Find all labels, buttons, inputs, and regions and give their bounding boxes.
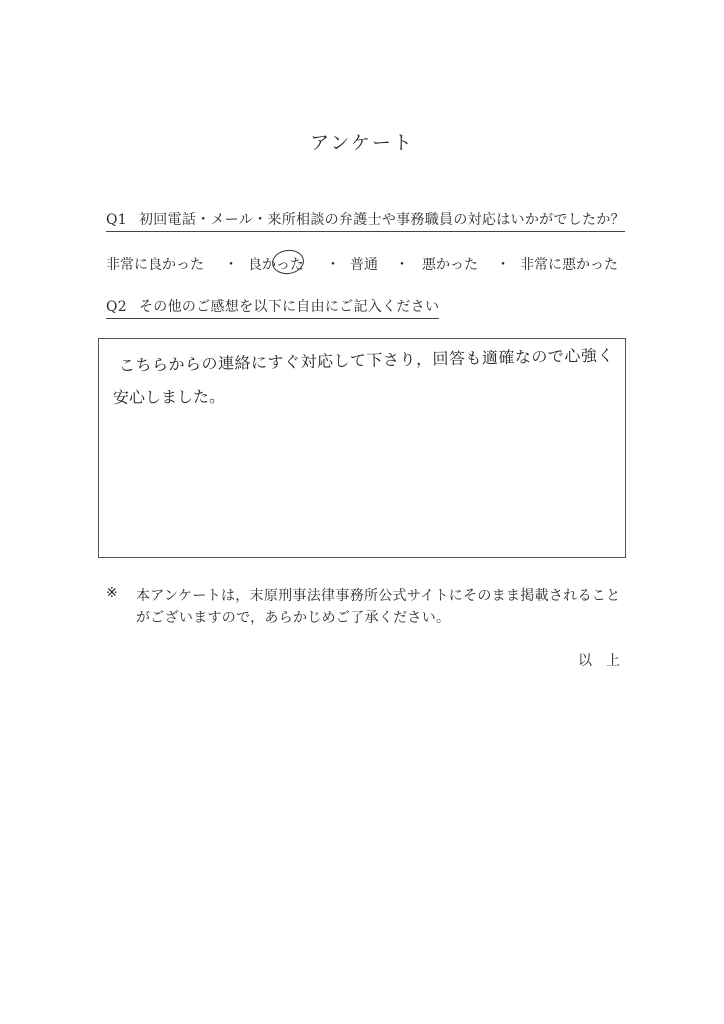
note-text: 本アンケートは，末原刑事法律事務所公式サイトにそのまま掲載されることがございますので，あらかじめご了承ください。 (136, 588, 621, 626)
question-1 (106, 209, 625, 232)
option-very-good: 非常に良かった (106, 257, 204, 273)
option-good: 良かった (248, 257, 304, 273)
closing-mark: 以上 (578, 653, 634, 669)
page-title: アンケート (310, 132, 414, 154)
answer-box (98, 338, 626, 558)
handwritten-answer-line-2: 安心しました。 (112, 387, 226, 407)
question-1-number: Q1 (106, 212, 127, 228)
option-separator: ・ (326, 257, 340, 273)
note-mark: ※ (106, 585, 118, 601)
handwritten-answer-line-1: こちらからの連絡にすぐ対応して下さり，回答も適確なので心強く (118, 345, 615, 375)
option-separator: ・ (224, 257, 238, 273)
question-2-text: その他のご感想を以下に自由にご記入ください (139, 299, 440, 315)
question-1-text: 初回電話・メール・来所相談の弁護士や事務職員の対応はいかがでしたか？ (139, 212, 625, 228)
question-2-number: Q2 (106, 299, 127, 315)
option-bad: 悪かった (422, 257, 478, 273)
option-separator: ・ (395, 257, 409, 273)
option-very-bad: 非常に悪かった (520, 257, 618, 273)
question-2 (106, 296, 439, 319)
rating-options (106, 254, 622, 276)
option-average: 普通 (350, 257, 378, 273)
option-separator: ・ (496, 257, 510, 273)
